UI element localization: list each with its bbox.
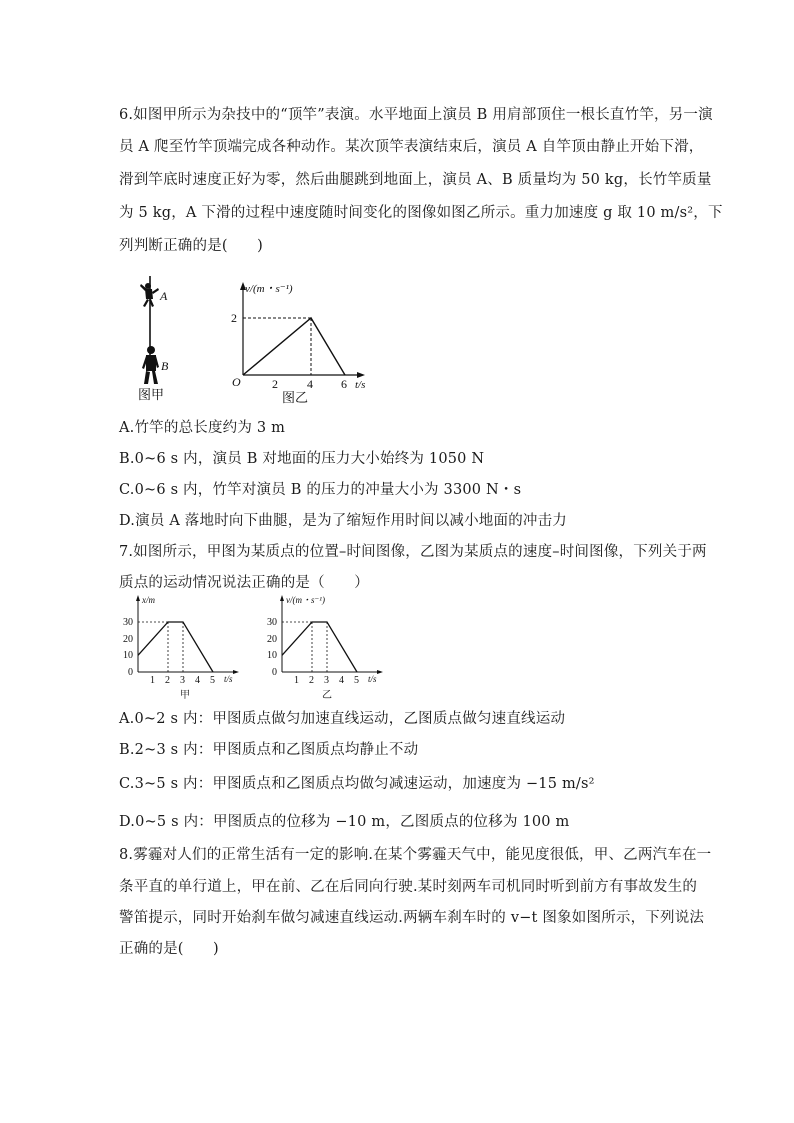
caption-yi: 图乙	[282, 390, 309, 405]
q8-text-line: 警笛提示，同时开始刹车做匀减速直线运动.两辆车刹车时的 v−t 图象如图所示，下列说法	[119, 910, 705, 926]
q6-figure-yi	[225, 278, 380, 408]
q6-option-d: D.演员 A 落地时向下曲腿，是为了缩短作用时间以减小地面的冲击力	[119, 513, 568, 529]
x-tick-label: 6	[341, 377, 347, 391]
x-axis-label: t/s	[224, 674, 233, 684]
label-a: A	[160, 289, 168, 303]
x-axis-arrow	[377, 670, 383, 674]
x-tick-label: 1	[150, 675, 155, 686]
origin-label: O	[232, 375, 241, 389]
y-axis-arrow	[136, 595, 140, 601]
q6-text-line: 列判断正确的是( )	[119, 238, 264, 254]
q7-option-a: A.0~2 s 内：甲图质点做匀加速直线运动，乙图质点做匀速直线运动	[119, 711, 566, 727]
q6-text-line: 为 5 kg，A 下滑的过程中速度随时间变化的图像如图乙所示。重力加速度 g 取 10 m/s²，下	[119, 205, 723, 221]
q7-option-d: D.0~5 s 内：甲图质点的位移为 −10 m，乙图质点的位移为 100 m	[119, 814, 570, 830]
x-tick-label: 4	[307, 377, 313, 391]
y-axis-label: v/(m・s⁻¹)	[286, 595, 325, 605]
x-axis-label: t/s	[355, 379, 366, 391]
q6-text-line: 员 A 爬至竹竿顶端完成各种动作。某次顶竿表演结束后，演员 A 自竿顶由静止开始下滑，	[119, 139, 704, 155]
y-tick-label: 20	[123, 634, 133, 645]
y-tick-label: 30	[267, 617, 277, 628]
q6-option-b: B.0~6 s 内，演员 B 对地面的压力大小始终为 1050 N	[119, 451, 485, 467]
q7-text-line: 7.如图所示，甲图为某质点的位置–时间图像，乙图为某质点的速度–时间图像，下列关于两	[119, 544, 707, 560]
x-axis-arrow	[357, 372, 365, 378]
q6-option-c: C.0~6 s 内，竹竿对演员 B 的压力的冲量大小为 3300 N・s	[119, 482, 522, 498]
q7-figure-jia	[118, 592, 248, 702]
y-tick-label: 2	[231, 311, 237, 325]
caption-jia: 图甲	[138, 387, 165, 402]
x-tick-label: 5	[210, 675, 215, 686]
q6-figure-jia	[132, 272, 182, 402]
x-tick-label: 2	[272, 377, 278, 391]
y-axis-label: v/(m・s⁻¹)	[245, 283, 293, 295]
q7-option-c: C.3~5 s 内：甲图质点和乙图质点均做匀减速运动，加速度为 −15 m/s²	[119, 776, 595, 792]
x-axis-arrow	[233, 670, 239, 674]
q6-text-line: 滑到竿底时速度正好为零，然后曲腿跳到地面上，演员 A、B 质量均为 50 kg，长竹竿质量	[119, 172, 712, 188]
velocity-line	[243, 318, 345, 375]
y-tick-label: 10	[267, 650, 277, 661]
q8-text-line: 8.雾霾对人们的正常生活有一定的影响.在某个雾霾天气中，能见度很低，甲、乙两汽车在一	[119, 847, 712, 863]
y-tick-label: 20	[267, 634, 277, 645]
y-tick-label: 10	[123, 650, 133, 661]
q8-text-line: 正确的是( )	[119, 941, 219, 957]
y-tick-label: 30	[123, 617, 133, 628]
x-axis-label: t/s	[368, 674, 377, 684]
x-tick-label: 3	[324, 675, 329, 686]
caption-jia: 甲	[180, 690, 190, 701]
y-tick-label: 0	[272, 667, 277, 678]
q8-text-line: 条平直的单行道上，甲在前、乙在后同向行驶.某时刻两车司机同时听到前方有事故发生的	[119, 879, 698, 895]
x-tick-label: 4	[339, 675, 344, 686]
x-tick-label: 1	[294, 675, 299, 686]
position-line	[138, 622, 213, 672]
velocity-line	[282, 622, 357, 672]
y-axis-label: x/m	[142, 595, 155, 605]
q7-text-line: 质点的运动情况说法正确的是（ ）	[119, 575, 369, 591]
caption-yi: 乙	[322, 690, 332, 701]
x-tick-label: 3	[180, 675, 185, 686]
q7-figure-yi	[262, 592, 392, 702]
y-axis-arrow	[280, 595, 284, 601]
x-tick-label: 2	[165, 675, 170, 686]
x-tick-label: 4	[195, 675, 200, 686]
y-tick-label: 0	[128, 667, 133, 678]
x-tick-label: 5	[354, 675, 359, 686]
q7-option-b: B.2~3 s 内：甲图质点和乙图质点均静止不动	[119, 742, 419, 758]
performer-b-icon	[142, 346, 159, 384]
q6-option-a: A.竹竿的总长度约为 3 m	[119, 420, 286, 436]
q6-text-line: 6.如图甲所示为杂技中的“顶竿”表演。水平地面上演员 B 用肩部顶住一根长直竹竿，另一演	[119, 107, 713, 123]
label-b: B	[161, 359, 169, 373]
x-tick-label: 2	[309, 675, 314, 686]
